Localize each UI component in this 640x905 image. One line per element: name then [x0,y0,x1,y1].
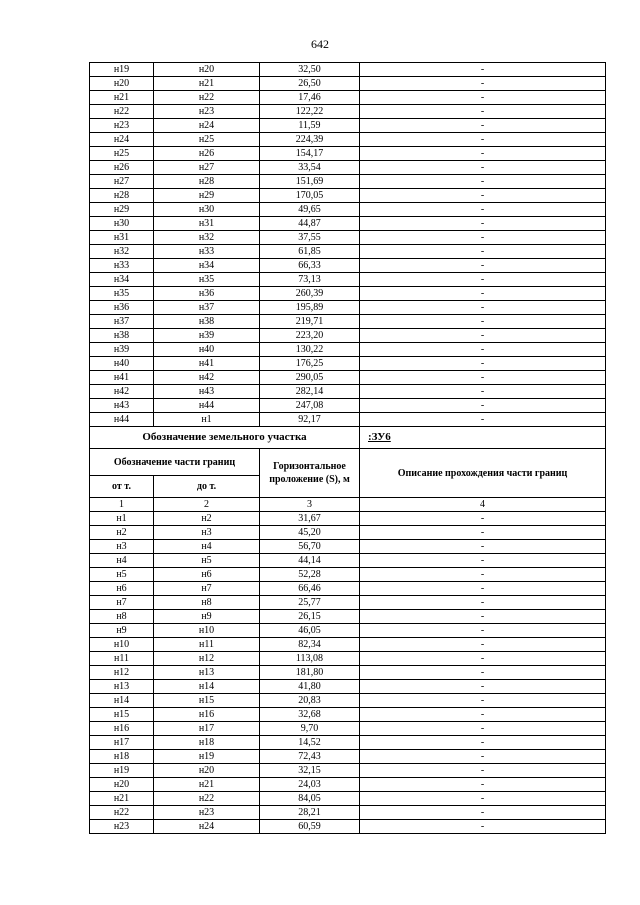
to-point-cell: н42 [154,371,260,385]
from-point-cell: н1 [90,512,154,526]
length-cell: 290,05 [260,371,360,385]
table-row [90,217,606,231]
table-row [90,526,606,540]
to-point-cell: н7 [154,582,260,596]
section-label: Обозначение земельного участка [90,427,360,449]
from-point-cell: н12 [90,666,154,680]
table-row [90,175,606,189]
description-cell: - [360,638,606,652]
to-point-cell: н23 [154,806,260,820]
description-cell: - [360,133,606,147]
length-cell: 224,39 [260,133,360,147]
from-point-cell: н31 [90,231,154,245]
table-row [90,203,606,217]
description-cell: - [360,329,606,343]
description-cell: - [360,315,606,329]
description-cell: - [360,273,606,287]
from-point-cell: н25 [90,147,154,161]
header-from: от т. [90,476,154,498]
to-point-cell: н8 [154,596,260,610]
description-cell: - [360,203,606,217]
length-cell: 14,52 [260,736,360,750]
table-row [90,231,606,245]
to-point-cell: н40 [154,343,260,357]
header-to: до т. [154,476,260,498]
table-row [90,343,606,357]
table-row [90,287,606,301]
description-cell: - [360,652,606,666]
to-point-cell: н30 [154,203,260,217]
from-point-cell: н13 [90,680,154,694]
length-cell: 17,46 [260,91,360,105]
to-point-cell: н1 [154,413,260,427]
table-row [90,105,606,119]
to-point-cell: н9 [154,610,260,624]
column-number: 2 [154,498,260,512]
description-cell: - [360,680,606,694]
to-point-cell: н23 [154,105,260,119]
description-cell: - [360,231,606,245]
length-cell: 11,59 [260,119,360,133]
header-horizontal-length: Горизонтальное проложение (S), м [260,449,360,498]
from-point-cell: н22 [90,105,154,119]
from-point-cell: н8 [90,610,154,624]
table-row [90,820,606,834]
to-point-cell: н36 [154,287,260,301]
description-cell: - [360,736,606,750]
from-point-cell: н23 [90,119,154,133]
length-cell: 260,39 [260,287,360,301]
section-row [90,427,606,449]
description-cell: - [360,105,606,119]
to-point-cell: н29 [154,189,260,203]
table-row [90,147,606,161]
table-row [90,750,606,764]
description-cell: - [360,399,606,413]
table-row [90,596,606,610]
length-cell: 41,80 [260,680,360,694]
table-row [90,778,606,792]
table-row [90,301,606,315]
length-cell: 45,20 [260,526,360,540]
to-point-cell: н16 [154,708,260,722]
description-cell: - [360,189,606,203]
description-cell: - [360,806,606,820]
from-point-cell: н2 [90,526,154,540]
from-point-cell: н9 [90,624,154,638]
description-cell: - [360,147,606,161]
length-cell: 25,77 [260,596,360,610]
from-point-cell: н32 [90,245,154,259]
column-number: 1 [90,498,154,512]
description-cell: - [360,778,606,792]
table-row [90,133,606,147]
to-point-cell: н10 [154,624,260,638]
table-row [90,792,606,806]
from-point-cell: н29 [90,203,154,217]
table-row [90,357,606,371]
to-point-cell: н4 [154,540,260,554]
length-cell: 92,17 [260,413,360,427]
from-point-cell: н15 [90,708,154,722]
from-point-cell: н14 [90,694,154,708]
length-cell: 72,43 [260,750,360,764]
description-cell: - [360,161,606,175]
description-cell: - [360,385,606,399]
table-row [90,694,606,708]
to-point-cell: н21 [154,77,260,91]
from-point-cell: н41 [90,371,154,385]
from-point-cell: н4 [90,554,154,568]
from-point-cell: н30 [90,217,154,231]
to-point-cell: н33 [154,245,260,259]
length-cell: 20,83 [260,694,360,708]
to-point-cell: н39 [154,329,260,343]
description-cell: - [360,371,606,385]
table-row [90,666,606,680]
to-point-cell: н34 [154,259,260,273]
description-cell: - [360,554,606,568]
table-row [90,161,606,175]
to-point-cell: н35 [154,273,260,287]
from-point-cell: н42 [90,385,154,399]
table-row [90,610,606,624]
description-cell: - [360,175,606,189]
length-cell: 176,25 [260,357,360,371]
length-cell: 60,59 [260,820,360,834]
from-point-cell: н5 [90,568,154,582]
length-cell: 66,46 [260,582,360,596]
table-row [90,708,606,722]
to-point-cell: н31 [154,217,260,231]
description-cell: - [360,764,606,778]
description-cell: - [360,750,606,764]
length-cell: 84,05 [260,792,360,806]
description-cell: - [360,217,606,231]
description-cell: - [360,63,606,77]
to-point-cell: н38 [154,315,260,329]
length-cell: 56,70 [260,540,360,554]
from-point-cell: н40 [90,357,154,371]
description-cell: - [360,357,606,371]
to-point-cell: н17 [154,722,260,736]
to-point-cell: н22 [154,792,260,806]
table-row [90,680,606,694]
to-point-cell: н21 [154,778,260,792]
to-point-cell: н24 [154,820,260,834]
description-cell: - [360,610,606,624]
length-cell: 32,15 [260,764,360,778]
from-point-cell: н34 [90,273,154,287]
length-cell: 195,89 [260,301,360,315]
table-row [90,77,606,91]
from-point-cell: н22 [90,806,154,820]
to-point-cell: н11 [154,638,260,652]
to-point-cell: н18 [154,736,260,750]
table-row [90,554,606,568]
description-cell: - [360,582,606,596]
from-point-cell: н37 [90,315,154,329]
length-cell: 31,67 [260,512,360,526]
to-point-cell: н24 [154,119,260,133]
length-cell: 28,21 [260,806,360,820]
table-row [90,259,606,273]
from-point-cell: н10 [90,638,154,652]
from-point-cell: н23 [90,820,154,834]
description-cell: - [360,792,606,806]
table-row [90,399,606,413]
to-point-cell: н12 [154,652,260,666]
to-point-cell: н26 [154,147,260,161]
to-point-cell: н3 [154,526,260,540]
length-cell: 282,14 [260,385,360,399]
description-cell: - [360,694,606,708]
description-cell: - [360,708,606,722]
table-row [90,736,606,750]
table-row [90,582,606,596]
table-row [90,189,606,203]
description-cell: - [360,512,606,526]
from-point-cell: н20 [90,778,154,792]
to-point-cell: н15 [154,694,260,708]
from-point-cell: н26 [90,161,154,175]
table-row [90,638,606,652]
length-cell: 154,17 [260,147,360,161]
length-cell: 73,13 [260,273,360,287]
description-cell: - [360,722,606,736]
length-cell: 247,08 [260,399,360,413]
table-row [90,63,606,77]
length-cell: 223,20 [260,329,360,343]
description-cell: - [360,245,606,259]
length-cell: 33,54 [260,161,360,175]
table-row [90,273,606,287]
from-point-cell: н19 [90,63,154,77]
from-point-cell: н3 [90,540,154,554]
description-cell: - [360,820,606,834]
from-point-cell: н19 [90,764,154,778]
length-cell: 32,68 [260,708,360,722]
length-cell: 219,71 [260,315,360,329]
from-point-cell: н43 [90,399,154,413]
boundary-table [89,62,606,834]
to-point-cell: н41 [154,357,260,371]
description-cell: - [360,343,606,357]
table-row [90,315,606,329]
table-row [90,568,606,582]
description-cell: - [360,596,606,610]
to-point-cell: н2 [154,512,260,526]
to-point-cell: н5 [154,554,260,568]
from-point-cell: н44 [90,413,154,427]
length-cell: 32,50 [260,63,360,77]
length-cell: 26,50 [260,77,360,91]
from-point-cell: н20 [90,77,154,91]
description-cell: - [360,77,606,91]
length-cell: 170,05 [260,189,360,203]
from-point-cell: н17 [90,736,154,750]
header-boundary-part: Обозначение части границ [90,449,260,476]
description-cell: - [360,413,606,427]
from-point-cell: н21 [90,91,154,105]
to-point-cell: н6 [154,568,260,582]
to-point-cell: н20 [154,63,260,77]
to-point-cell: н43 [154,385,260,399]
from-point-cell: н7 [90,596,154,610]
description-cell: - [360,259,606,273]
from-point-cell: н35 [90,287,154,301]
length-cell: 9,70 [260,722,360,736]
table-row [90,512,606,526]
length-cell: 61,85 [260,245,360,259]
from-point-cell: н11 [90,652,154,666]
length-cell: 44,87 [260,217,360,231]
page-number: 642 [311,37,329,51]
length-cell: 122,22 [260,105,360,119]
to-point-cell: н25 [154,133,260,147]
length-cell: 24,03 [260,778,360,792]
length-cell: 44,14 [260,554,360,568]
length-cell: 46,05 [260,624,360,638]
table-row [90,329,606,343]
to-point-cell: н32 [154,231,260,245]
table-row [90,764,606,778]
description-cell: - [360,287,606,301]
description-cell: - [360,624,606,638]
table-row [90,91,606,105]
length-cell: 37,55 [260,231,360,245]
table-row [90,119,606,133]
from-point-cell: н28 [90,189,154,203]
from-point-cell: н38 [90,329,154,343]
description-cell: - [360,568,606,582]
to-point-cell: н37 [154,301,260,315]
table-row [90,540,606,554]
from-point-cell: н24 [90,133,154,147]
from-point-cell: н27 [90,175,154,189]
table-header [90,427,606,512]
length-cell: 113,08 [260,652,360,666]
table-row [90,413,606,427]
length-cell: 82,34 [260,638,360,652]
table-row [90,722,606,736]
table-body-top [90,63,606,427]
to-point-cell: н20 [154,764,260,778]
table-row [90,652,606,666]
to-point-cell: н13 [154,666,260,680]
to-point-cell: н14 [154,680,260,694]
from-point-cell: н18 [90,750,154,764]
length-cell: 130,22 [260,343,360,357]
length-cell: 26,15 [260,610,360,624]
length-cell: 66,33 [260,259,360,273]
from-point-cell: н36 [90,301,154,315]
table-row [90,385,606,399]
from-point-cell: н33 [90,259,154,273]
description-cell: - [360,91,606,105]
to-point-cell: н22 [154,91,260,105]
description-cell: - [360,119,606,133]
header-row-1 [90,449,606,476]
description-cell: - [360,301,606,315]
table-row [90,371,606,385]
table-row [90,806,606,820]
length-cell: 49,65 [260,203,360,217]
to-point-cell: н28 [154,175,260,189]
description-cell: - [360,526,606,540]
from-point-cell: н39 [90,343,154,357]
table-row [90,624,606,638]
to-point-cell: н27 [154,161,260,175]
table-row [90,245,606,259]
length-cell: 52,28 [260,568,360,582]
to-point-cell: н44 [154,399,260,413]
description-cell: - [360,540,606,554]
from-point-cell: н6 [90,582,154,596]
section-value: :ЗУ6 [360,427,606,449]
header-description: Описание прохождения части границ [360,449,606,498]
description-cell: - [360,666,606,680]
length-cell: 151,69 [260,175,360,189]
column-number: 3 [260,498,360,512]
to-point-cell: н19 [154,750,260,764]
from-point-cell: н16 [90,722,154,736]
column-number: 4 [360,498,606,512]
table-body-bottom [90,512,606,834]
column-number-row [90,498,606,512]
from-point-cell: н21 [90,792,154,806]
length-cell: 181,80 [260,666,360,680]
